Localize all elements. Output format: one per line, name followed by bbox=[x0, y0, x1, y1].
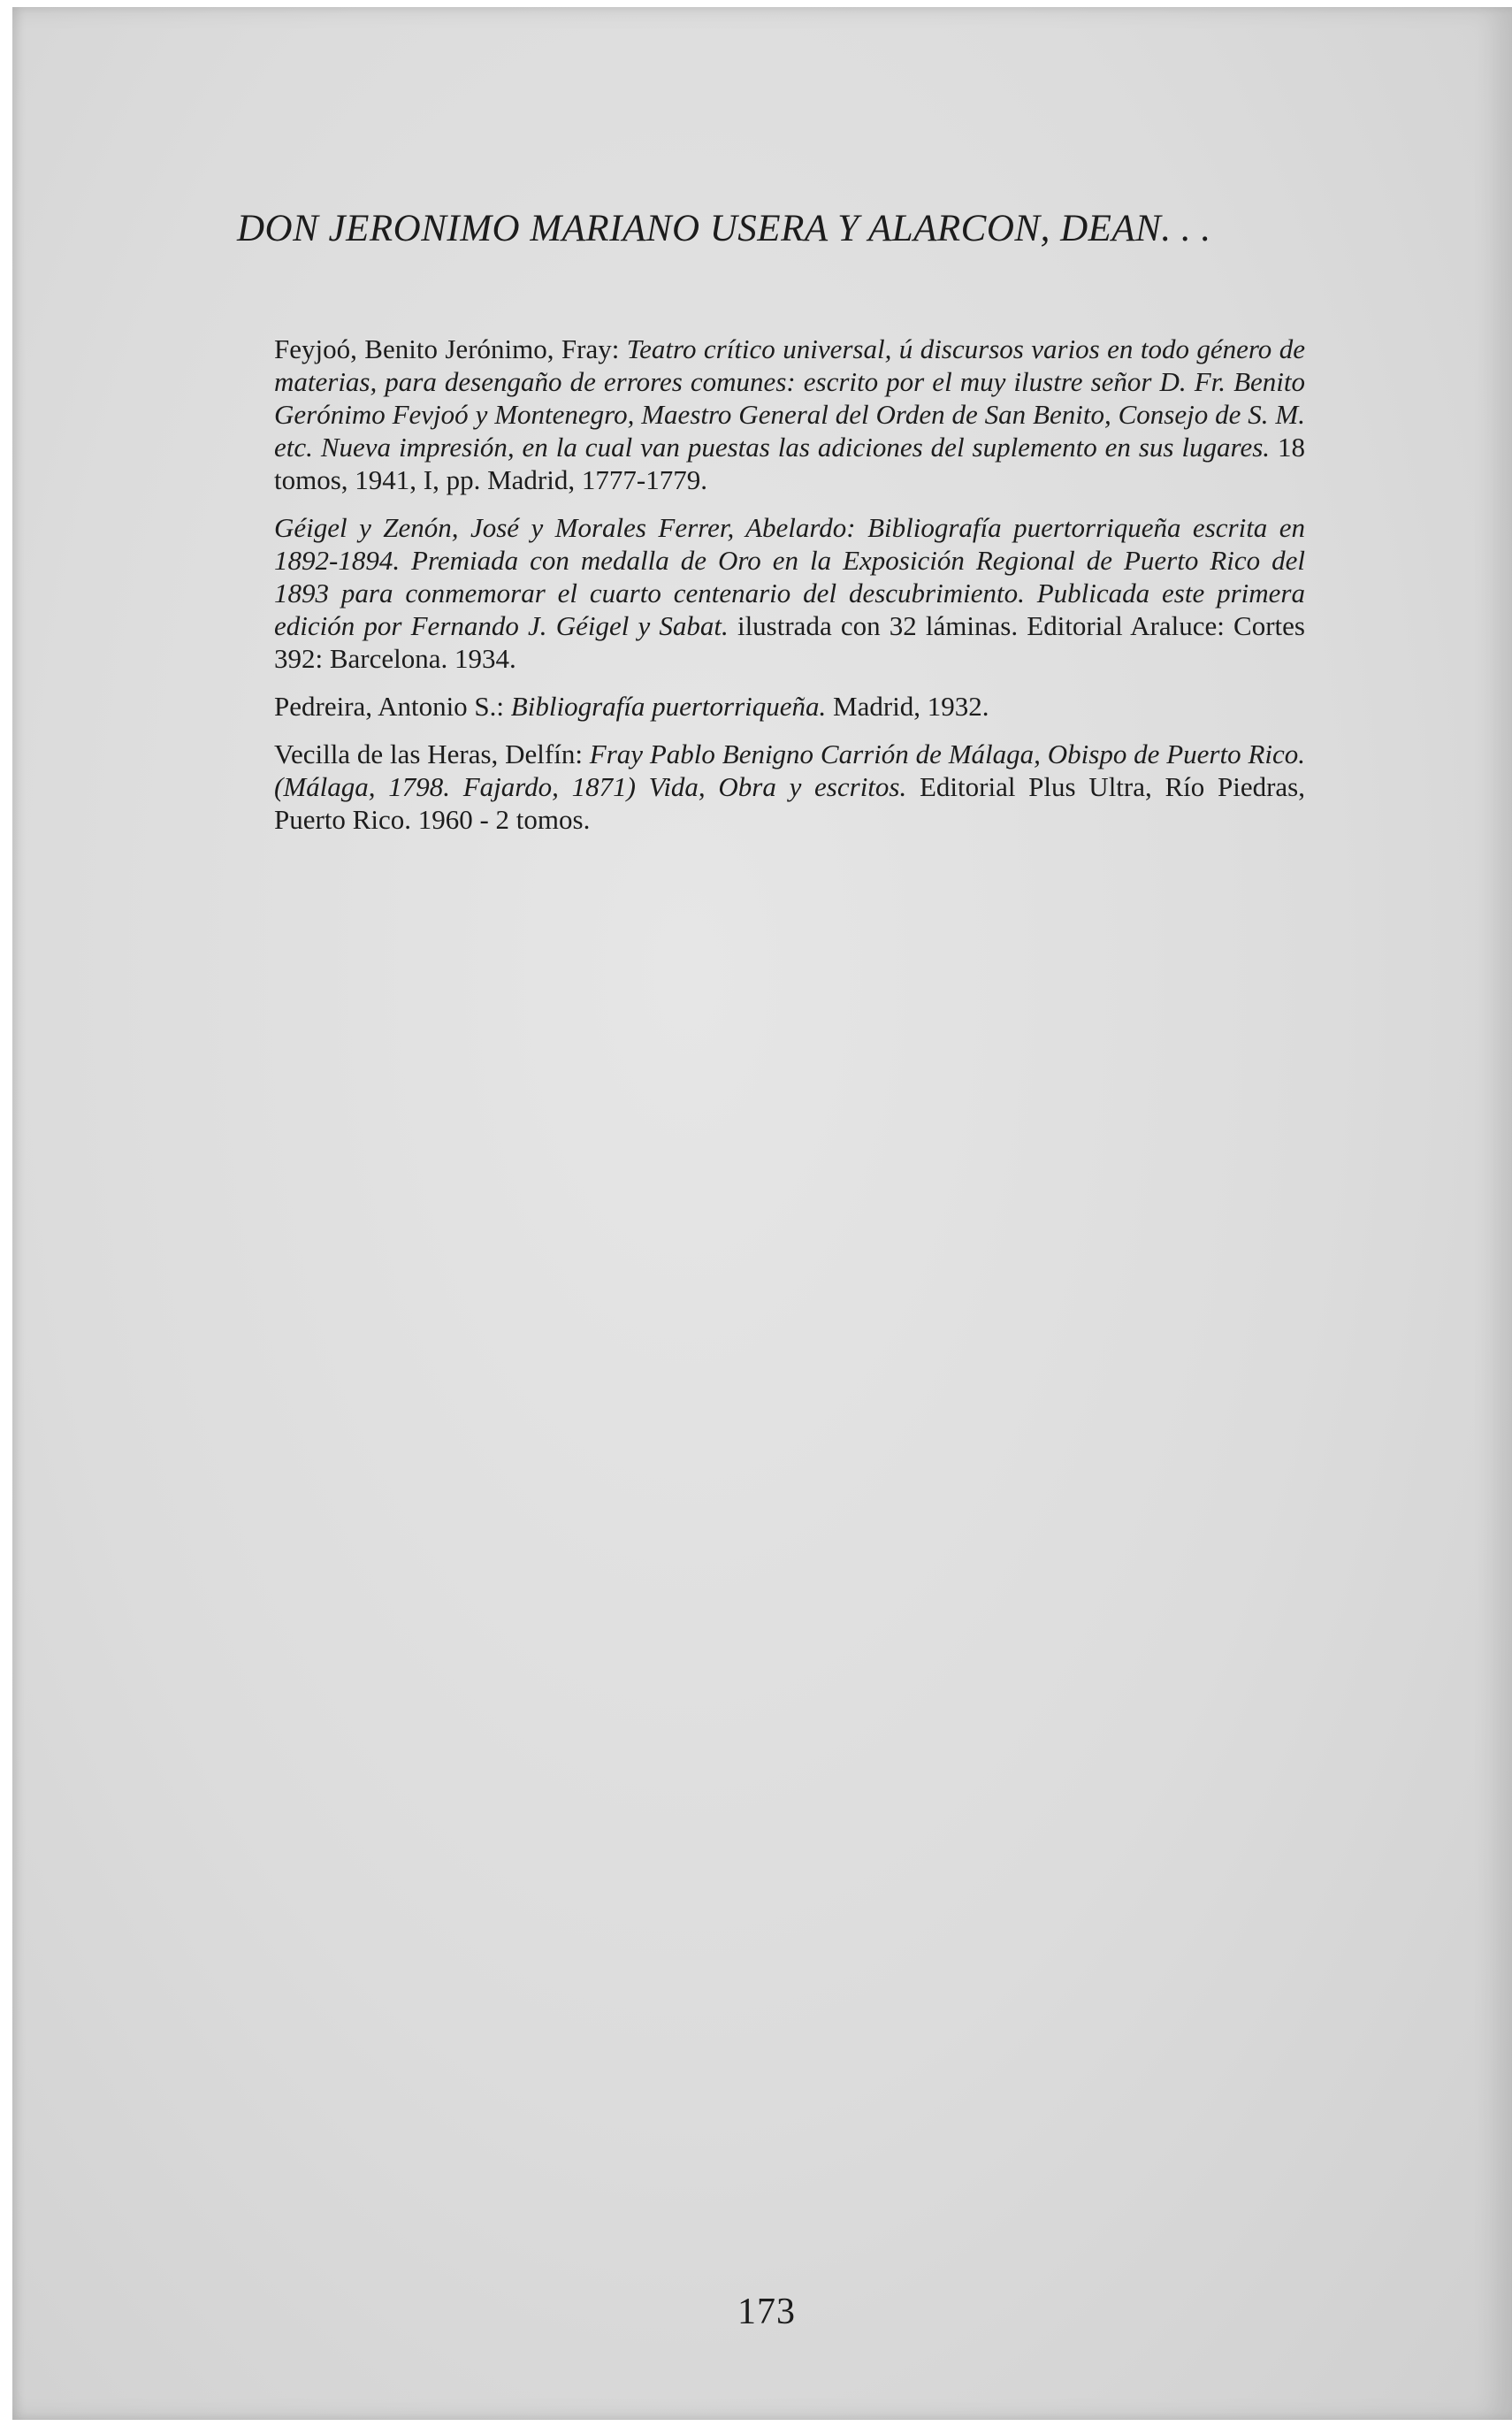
entry-title: Fray Pablo Benigno Carrión de Málaga, Obispo de Puerto Rico. (Málaga, 1798. Fajardo, 1871) Vida, Obra y escritos. bbox=[274, 739, 1305, 802]
entry-details: Editorial Plus Ultra, Río Piedras, Puerto Rico. 1960 - 2 tomos. bbox=[274, 771, 1305, 835]
entry-title: Teatro crítico universal, ú discursos varios en todo género de materias, para desengaño de errores comunes: escrito por el muy ilustre señor D. Fr. Benito Gerónimo Fevjoó y Montenegro, Maestro General del Orden de San Benito, Consejo de S. M. etc. Nueva impresión, en la cual van puestas las adiciones del suplemento en sus lugares. bbox=[274, 333, 1305, 463]
entry-details: Madrid, 1932. bbox=[826, 691, 989, 722]
entry-title: Géigel y Zenón, José y Morales Ferrer, Abelardo: Bibliografía puertorriqueña escrita en 1892-1894. Premiada con medalla de Oro en la Exposición Regional de Puerto Rico del 1893 para conmemorar el cuarto centenario del descubrimiento. Publicada este primera edición por Fernando J. Géigel y Sabat. bbox=[274, 512, 1305, 641]
bibliography-entry bbox=[274, 333, 1305, 496]
entry-details: 18 tomos, 1941, I, pp. Madrid, 1777-1779. bbox=[274, 432, 1306, 495]
entry-author: Feyjoó, Benito Jerónimo, Fray: bbox=[274, 333, 627, 364]
running-header: DON JERONIMO MARIANO USERA Y ALARCON, DEAN. . . bbox=[237, 208, 1211, 249]
page-number: 173 bbox=[737, 2292, 796, 2332]
entry-details: ilustrada con 32 láminas. Editorial Araluce: Cortes 392: Barcelona. 1934. bbox=[274, 610, 1305, 674]
bibliography-entry bbox=[274, 690, 1305, 723]
entry-author: Vecilla de las Heras, Delfín: bbox=[274, 739, 590, 769]
bibliography-list bbox=[274, 333, 1305, 851]
document-page bbox=[12, 7, 1512, 2420]
bibliography-entry bbox=[274, 511, 1305, 675]
bibliography-entry bbox=[274, 738, 1305, 836]
entry-title: Bibliografía puertorriqueña. bbox=[510, 691, 827, 722]
entry-author: Pedreira, Antonio S.: bbox=[274, 691, 511, 722]
